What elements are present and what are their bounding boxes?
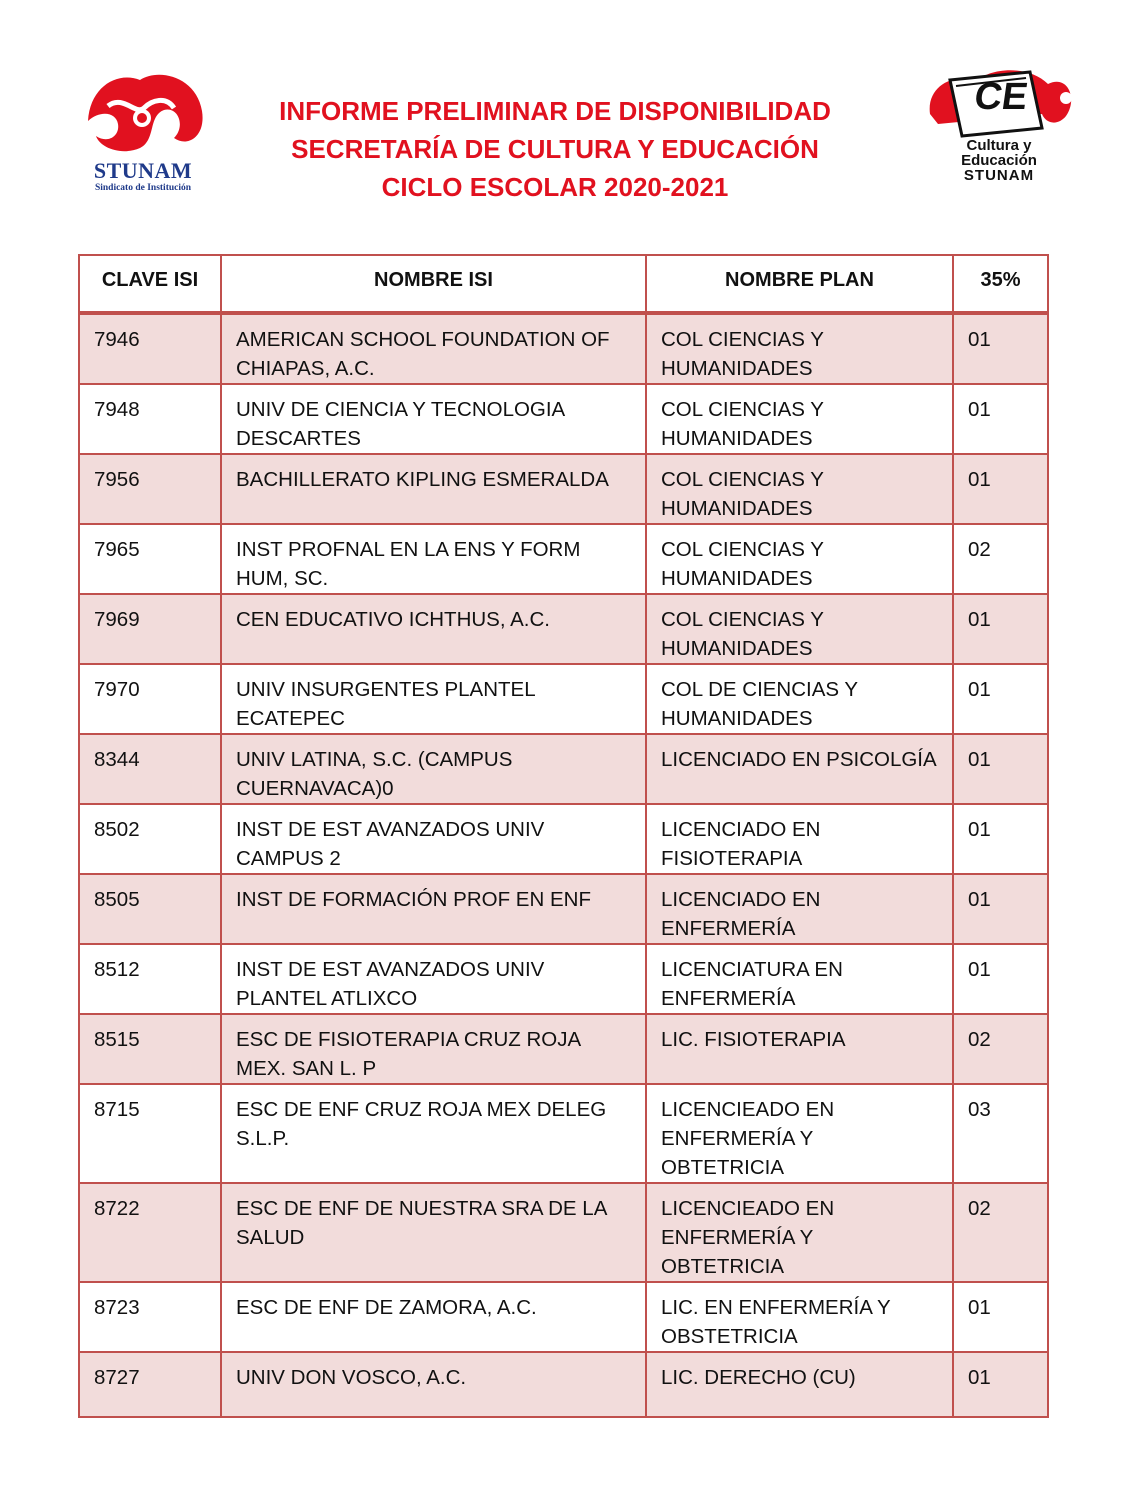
- percent-cell: 01: [953, 944, 1048, 1014]
- clave-isi-cell: 8515: [79, 1014, 221, 1084]
- table-row: [79, 1282, 1048, 1352]
- table-row: [79, 524, 1048, 594]
- clave-isi-cell: 7969: [79, 594, 221, 664]
- col-header-nombre-isi: NOMBRE ISI: [221, 255, 646, 313]
- percent-cell: 01: [953, 1282, 1048, 1352]
- table-row: [79, 734, 1048, 804]
- nombre-isi-cell: CEN EDUCATIVO ICHTHUS, A.C.: [221, 594, 646, 664]
- clave-isi-cell: 8727: [79, 1352, 221, 1417]
- stunam-logo: [78, 66, 208, 201]
- nombre-isi-cell: INST PROFNAL EN LA ENS Y FORM HUM, SC.: [221, 524, 646, 594]
- nombre-isi-cell: INST DE FORMACIÓN PROF EN ENF: [221, 874, 646, 944]
- cultura-educacion-logo: [918, 54, 1080, 194]
- col-header-35-percent: 35%: [953, 255, 1048, 313]
- nombre-plan-cell: LIC. DERECHO (CU): [646, 1352, 953, 1417]
- nombre-isi-cell: INST DE EST AVANZADOS UNIV CAMPUS 2: [221, 804, 646, 874]
- percent-cell: 01: [953, 454, 1048, 524]
- clave-isi-cell: 8723: [79, 1282, 221, 1352]
- nombre-plan-cell: LIC. EN ENFERMERÍA Y OBSTETRICIA: [646, 1282, 953, 1352]
- percent-cell: 01: [953, 664, 1048, 734]
- table-row: [79, 594, 1048, 664]
- ce-line-2: Educación: [961, 152, 1037, 169]
- table-row: [79, 664, 1048, 734]
- percent-cell: 01: [953, 594, 1048, 664]
- clave-isi-cell: 8502: [79, 804, 221, 874]
- table-row: [79, 384, 1048, 454]
- title-line-1: INFORME PRELIMINAR DE DISPONIBILIDAD: [279, 96, 831, 126]
- clave-isi-cell: 8722: [79, 1183, 221, 1282]
- table-row: [79, 1352, 1048, 1417]
- stunam-logo-subtitle: Sindicato de Institución: [94, 183, 192, 193]
- table-row: [79, 804, 1048, 874]
- percent-cell: 01: [953, 734, 1048, 804]
- nombre-isi-cell: INST DE EST AVANZADOS UNIV PLANTEL ATLIXCO: [221, 944, 646, 1014]
- table-row: [79, 874, 1048, 944]
- table-row: [79, 313, 1048, 384]
- nombre-isi-cell: ESC DE FISIOTERAPIA CRUZ ROJA MEX. SAN L. P: [221, 1014, 646, 1084]
- clave-isi-cell: 7948: [79, 384, 221, 454]
- page-title: [210, 92, 900, 206]
- nombre-plan-cell: COL DE CIENCIAS Y HUMANIDADES: [646, 664, 953, 734]
- nombre-plan-cell: COL CIENCIAS Y HUMANIDADES: [646, 594, 953, 664]
- nombre-plan-cell: COL CIENCIAS Y HUMANIDADES: [646, 454, 953, 524]
- nombre-plan-cell: LIC. FISIOTERAPIA: [646, 1014, 953, 1084]
- table-body: [79, 313, 1048, 1417]
- title-line-3: CICLO ESCOLAR 2020-2021: [381, 172, 729, 202]
- percent-cell: 01: [953, 384, 1048, 454]
- nombre-plan-cell: LICENCIADO EN ENFERMERÍA: [646, 874, 953, 944]
- col-header-nombre-plan: NOMBRE PLAN: [646, 255, 953, 313]
- nombre-isi-cell: BACHILLERATO KIPLING ESMERALDA: [221, 454, 646, 524]
- col-header-clave-isi: CLAVE ISI: [79, 255, 221, 313]
- nombre-isi-cell: ESC DE ENF CRUZ ROJA MEX DELEG S.L.P.: [221, 1084, 646, 1183]
- percent-cell: 01: [953, 313, 1048, 384]
- clave-isi-cell: 7965: [79, 524, 221, 594]
- nombre-plan-cell: COL CIENCIAS Y HUMANIDADES: [646, 384, 953, 454]
- clave-isi-cell: 7956: [79, 454, 221, 524]
- nombre-isi-cell: ESC DE ENF DE ZAMORA, A.C.: [221, 1282, 646, 1352]
- percent-cell: 02: [953, 1183, 1048, 1282]
- nombre-plan-cell: LICENCIADO EN PSICOLGÍA: [646, 734, 953, 804]
- nombre-plan-cell: LICENCIADO EN FISIOTERAPIA: [646, 804, 953, 874]
- clave-isi-cell: 8344: [79, 734, 221, 804]
- clave-isi-cell: 7946: [79, 313, 221, 384]
- nombre-isi-cell: AMERICAN SCHOOL FOUNDATION OF CHIAPAS, A.C.: [221, 313, 646, 384]
- table-row: [79, 944, 1048, 1014]
- nombre-plan-cell: LICENCIATURA EN ENFERMERÍA: [646, 944, 953, 1014]
- disponibilidad-table: [78, 254, 1049, 1418]
- percent-cell: 01: [953, 1352, 1048, 1417]
- table-row: [79, 1084, 1048, 1183]
- clave-isi-cell: 8512: [79, 944, 221, 1014]
- nombre-plan-cell: COL CIENCIAS Y HUMANIDADES: [646, 524, 953, 594]
- clave-isi-cell: 8715: [79, 1084, 221, 1183]
- nombre-isi-cell: UNIV LATINA, S.C. (CAMPUS CUERNAVACA)0: [221, 734, 646, 804]
- nombre-isi-cell: UNIV DON VOSCO, A.C.: [221, 1352, 646, 1417]
- clave-isi-cell: 8505: [79, 874, 221, 944]
- nombre-plan-cell: COL CIENCIAS Y HUMANIDADES: [646, 313, 953, 384]
- percent-cell: 01: [953, 874, 1048, 944]
- table-row: [79, 454, 1048, 524]
- table-row: [79, 1014, 1048, 1084]
- percent-cell: 02: [953, 1014, 1048, 1084]
- nombre-isi-cell: UNIV DE CIENCIA Y TECNOLOGIA DESCARTES: [221, 384, 646, 454]
- clave-isi-cell: 7970: [79, 664, 221, 734]
- percent-cell: 01: [953, 804, 1048, 874]
- percent-cell: 03: [953, 1084, 1048, 1183]
- stunam-logo-name: STUNAM: [93, 158, 193, 183]
- table-row: [79, 1183, 1048, 1282]
- percent-cell: 02: [953, 524, 1048, 594]
- title-line-2: SECRETARÍA DE CULTURA Y EDUCACIÓN: [291, 134, 819, 164]
- nombre-plan-cell: LICENCIEADO EN ENFERMERÍA Y OBTETRICIA: [646, 1084, 953, 1183]
- ce-line-1: Cultura y: [966, 137, 1032, 154]
- ce-initials: CE: [971, 76, 1031, 118]
- nombre-plan-cell: LICENCIEADO EN ENFERMERÍA Y OBTETRICIA: [646, 1183, 953, 1282]
- table-header-row: [79, 255, 1048, 313]
- nombre-isi-cell: UNIV INSURGENTES PLANTEL ECATEPEC: [221, 664, 646, 734]
- nombre-isi-cell: ESC DE ENF DE NUESTRA SRA DE LA SALUD: [221, 1183, 646, 1282]
- ce-line-3: STUNAM: [963, 167, 1035, 184]
